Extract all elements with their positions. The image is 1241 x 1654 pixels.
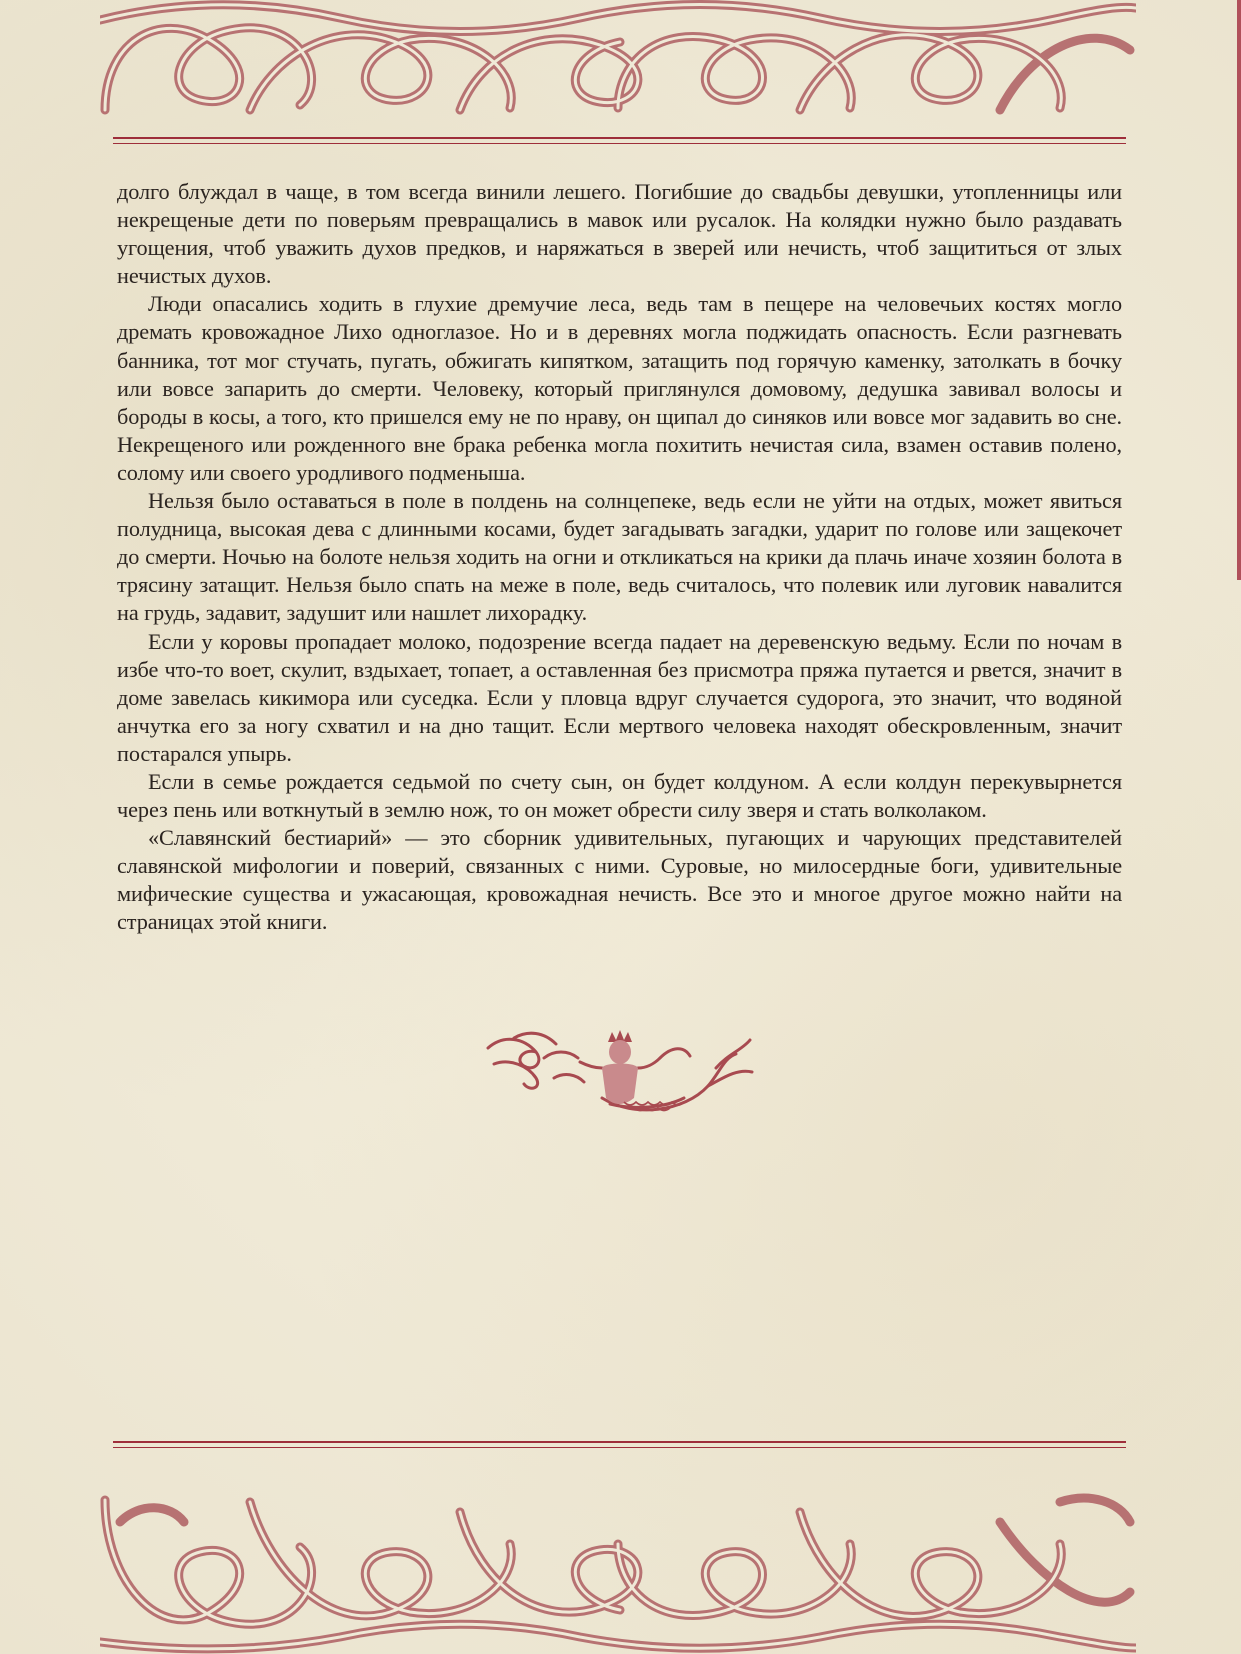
mermaid-vignette-icon — [484, 1028, 756, 1120]
page-edge-marker — [1237, 0, 1241, 580]
paragraph: Люди опасались ходить в глухие дремучие леса, ведь там в пещере на человечьих костях могло дремать кровожадное Лихо одноглазое. Но и в деревнях могла поджидать опасность. Если разгневать банника, тот мог стучать, пугать, обжигать кипятком, затащить под горячую каменку, затолкать в бочку или вовсе запарить до смерти. Человеку, который приглянулся домовому, дедушка завивал волосы и бороды в косы, а того, кто пришелся ему не по нраву, он щипал до синяков или вовсе мог задавить во сне. Некрещеного или рожденного вне брака ребенка могла похитить нечистая сила, взамен оставив полено, солому или своего уродливого подменыша. — [117, 291, 1122, 485]
paragraph: Если в семье рождается седьмой по счету сын, он будет колдуном. А если колдун перекувырнется через пень или воткнутый в землю нож, то он может обрести силу зверя и стать волколаком. — [117, 768, 1122, 823]
bottom-divider-rule — [113, 1441, 1126, 1448]
paragraph: Нельзя было оставаться в поле в полдень на солнцепеке, ведь если не уйти на отдых, может явиться полудница, высокая дева с длинными косами, будет загадывать загадки, ударит по голове или защекочет до смерти. Ночью на болоте нельзя ходить на огни и откликаться на крики да плачь иначе хозяин болота в трясину затащит. Нельзя было спать на меже в поле, ведь считалось, что полевик или луговик навалится на грудь, задавит, задушит или нашлет лихорадку. — [117, 488, 1122, 626]
celtic-knot-border-icon — [100, 1492, 1136, 1654]
top-divider-rule — [113, 137, 1126, 144]
celtic-knot-border-icon — [100, 0, 1136, 118]
paragraph: Если у коровы пропадает молоко, подозрение всегда падает на деревенскую ведьму. Если по ночам в избе что-то воет, скулит, вздыхает, топает, а оставленная без присмотра пряжа путается и рвется, значит в доме завелась кикимора или суседка. Если у пловца вдруг случается судорога, это значит, что водяной анчутка его за ногу схватил и на дно тащит. Если мертвого человека находят обескровленным, значит постарался упырь. — [117, 628, 1122, 766]
paragraph: «Славянский бестиарий» — это сборник удивительных, пугающих и чарующих представителей славянской мифологии и поверий, связанных с ними. Суровые, но милосердные боги, удивительные мифические существа и ужасающая, кровожадная нечисть. Все это и многое другое можно найти на страницах этой книги. — [117, 825, 1122, 935]
paragraph: долго блуждал в чаще, в том всегда винили лешего. Погибшие до свадьбы девушки, утопленницы или некрещеные дети по поверьям превращались в мавок или русалок. На колядки нужно было раздавать угощения, чтоб уважить духов предков, и наряжаться в зверей или нечисть, чтоб защититься от злых нечистых духов. — [117, 179, 1122, 289]
body-text — [117, 178, 1122, 937]
